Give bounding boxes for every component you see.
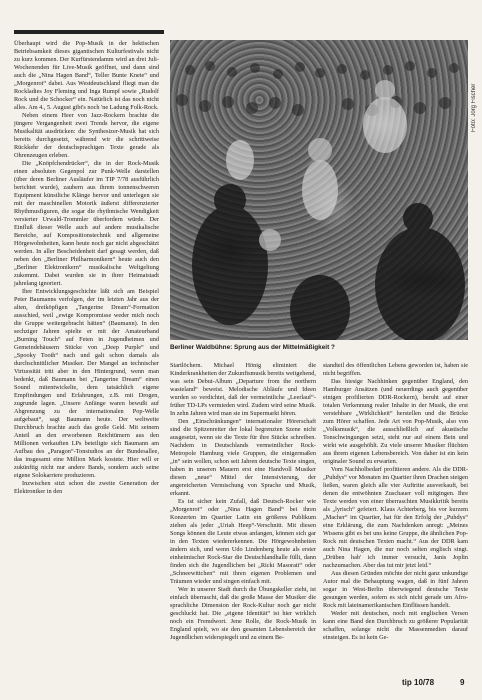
photo-figures <box>170 40 468 340</box>
header-rule <box>14 30 164 34</box>
paragraph: Den „Einschränkungen“ internationaler Hörerschaft sind die Spitzenreiter der lokal begrenzten Szene nicht ausgesetzt, wenn sie die Texte für ihre Stücke schreiben. Nachdem in Deutschlands vermeintlicher Rock-Metropole Hamburg viele Gruppen, die einigermaßen „in“ sein wollen, schon seit Jahren deutsche Texte singen, haben in unseren Mauern erst eine Handvoll Musiker diesen „neue“ Mittel der Intensivierung, der angereicherten Vermischung von Sprache und Musik, erkannt. <box>170 418 316 497</box>
paragraph: Startlöchern. Michael Hönig eliminiert die Kinderkrankheiten der Zukunftsmusik bereits weitgehend, was sein Debut-Album „Departure from the northern wasteland“ beweist. Melodische Abläufe und Ideen wurden so verdichtet, daß der vermeintliche „Leerlauf“-früher TD-LPs vermieden wird. Zudem wird seine Musik. In zehn Jahren wird man sie im Supermarkt hören. <box>170 362 316 417</box>
paragraph: Es ist sicher kein Zufall, daß Deutsch-Rocker wie „Morgenrot“ oder „Nina Hagen Band“ bei ihren Konzerten im Quartier Latin ein größeres Publikum ziehen als jeder „Uriah Heep“-Verschnitt. Mit diesen Songs können die Leute etwas anfangen, können sich gar in den Texten wiedererkennen. Die Hörgewohnheiten ändern sich, und wenn Udo Lindenberg heute als erster einheimischer Rock-Star die Deutschlandhalle füllt, dann finden sich die Jugendlichen bei „Ricki Masorati“ oder „Schneewittchen“ mit ihren eigenen Problemen und Träumen wieder und singen einfach mit. <box>170 498 316 585</box>
paragraph: Vom Nachholbedarf profitieren andere. Als die DDR-„Puhdys“ vor Monaten im Quartier ihren Drachen steigen ließen, waren gleich alle vier Auftritte ausverkauft, bei denen die entwöhnten Zuschauer voll mitgingen. Ihre Texte werden von einer überraschten Musikkritik bereits als „lyrisch“ gefeiert. Klaus Achterberg, bis vor kurzem „Macher“ im Quartier, hat für den Erfolg der „Puhdys“ eine Erklärung, die zum Nachdenken anregt: „Meines Wissens gibt es bei uns keine Gruppe, die ähnlichen Pop-Rock mit deutschen Texten macht.“ Aus der DDR kam auch Nina Hagen, die nur noch selten englisch singt. „Drüben hab' ich immer versucht, Janis Joplin nachzumachen. Aber das tut mir jetzt leid.“ <box>323 466 468 569</box>
paragraph: Aus diesen Gründen möchte der nicht ganz unkundige Autor mal die Behauptung wagen, daß in fünf Jahren sogar in West-Berlin überwiegend deutsche Texte gesungen werden, sofern es sich nicht gerade um Afro-Rock mit lateinamerikanischen Einflüssen handelt. <box>323 570 468 609</box>
paragraph: standteil des öffentlichen Lebens geworden ist, haben sie nicht begriffen. <box>323 362 468 377</box>
concert-crowd-photo <box>170 40 468 340</box>
photo-credit: Foto: Jörg Fischer <box>471 83 477 132</box>
paragraph: Neben einem Heer von Jazz-Rockern brachte die jüngere Vergangenheit zwei Trends hervor, die eigene Musikalität ausdrücken: die Synthesizer-Musik hat sich bereits durchgesetzt, während wir die schrittweise Rückkehr der deutschsprachigen Texte gerade als Ohrenzeugen erleben. <box>14 112 159 159</box>
photo-caption: Berliner Waldbühne: Sprung aus der Mittelmäßigkeit ? <box>170 344 335 351</box>
article-column-2 <box>170 362 316 672</box>
article-column-1 <box>14 40 159 672</box>
article-column-3 <box>323 362 468 672</box>
paragraph: Die „Knöpfchendrücker“, die in der Rock-Musik einen absoluten Gegenpol zur Punk-Welle darstellen (über deren Berliner Ausläufer im TIP 7/78 ausführlich berichtet wurde), zaubern aus ihrem tonnenschweren Equipment künstliche Klänge hervor und unterlegen sie mit der maschinellen Motorik äußerst differenzierter Rhythmusfiguren, die sogar die rhythmische Wendigkeit versierter Urwald-Trommler überfordern würde. Der Einfluß dieser Welle auch auf andere musikalische Bereiche, auf Kompositionstechnik und allgemeine Hörgewohnheiten, kann heute noch gar nicht abgeschätzt werden. In aller Bescheidenheit darf gesagt werden, daß neben den „Berliner Philharmonikern“ heute auch den „Berliner Elektronikern“ musikalische Weltgeltung zukommt. Dabei wurden sie in ihrer Heimatstadt jahrelang ignoriert. <box>14 160 159 287</box>
page-number: 9 <box>460 678 465 687</box>
paragraph: Ihre Entwicklungsgeschichte läßt sich am Beispiel Peter Baumanns verfolgen, der im letzten Jahr aus der alten, dreiköpfigen „Tangerine Dream“-Formation ausschied, weil „ewige Kompromisse weder mich noch die Gruppe weitergebracht hätten“ (Baumann). In den sechziger Jahren spielte er mit der Amateurband „Burning Touch“ auf Feten in Jugendheimen und Gemeindehäusern Stücke von „Deep Purple“ und „Spooky Tooth“ nach und galt schon damals als durchschnittlicher Musiker. Der Mangel an technischer Virtuosität tritt aber in den Hintergrund, wenn man bedenkt, daß Baumann bei „Tangerine Dream“ einen Sound mitentwickelte, dem tatsächlich eigene Empfindungen und Erfahrungen, z.B. mit Drogen, zugrunde lagen. „Unsere Anfänge waren bewußt auf Abgrenzung zu der internationalen Pop-Welle aufgebaut“, sagt Baumann heute. Der weltweite Durchbruch brachte auch das große Geld. Mit seinem Anteil an den erworbenen Reichtümern aus den Millionen verkauften LPs beteiligte sich Baumann am Aufbau des „Paragon“-Tonstudios an der Bundesallee, das insgesamt eine Million Mark kostete. Hier will er zukünftig nicht nur andere Bands, sondern auch seine eigene Solokarriere produzieren. <box>14 288 159 479</box>
paragraph: Überhaupt wird die Pop-Musik in der hektischen Betriebsamkeit dieses gigantischen Kulturfestivals nicht zu kurz kommen. Der Kurfürstendamm wird an drei Juli-Wochenenden für Live-Musik geöffnet, und dann sind auch die „Nina Hagen Band“, Teller Bunte Knete“ und „Morgenrot“ dabei. Aus Westdeutschland fliegt man die Rockladies Joy Fleming und Inga Rumpf sowie „Rudolf Rock und die Schocker“ ein. Natürlich ist das noch nicht alles. Am 4., 5. August gibt's noch 'ne Ladung Folk-Rock. <box>14 40 159 111</box>
paragraph: Weder mit deutschen, noch mit englischen Versen kann eine Band den Durchbruch zu größerer Popularität schaffen, solange nicht die Massenmedien darauf einsteigen. Es ist kein Ge- <box>323 610 468 641</box>
paragraph: Wer in unserer Stadt durch die Übungskeller zieht, ist einfach überrascht, daß die große Masse der Musiker die sprachliche Dimension der Rock-Kultur noch gar nicht geschluckt hat. Die „eigene Identität“ ist hier wirklich noch ein Fremdwort. Jene Rolle, die Rock-Musik in England spielt, wo sie den gesamten Lebensbereich der Jugendlichen widerspiegelt und zu einem Be- <box>170 586 316 641</box>
magazine-issue: tip 10/78 <box>402 678 435 687</box>
paragraph: Das hiesige Nachhinken gegenüber England, den Hamburger Ansätzen (und neuerdings auch gegenüber einigen profilierten DDR-Rockern), beruht auf einer totalen Verkennung realer Inhalte in der Musik, die erst verstehbare „Wirklichkeit“ herstellen und die Brücke zum Hörer schaffen. Jede Art von Pop-Musik, also von „Volksmusik“, die ausschließlich auf akustische Tonschwingungen setzt, steht nur auf einem Bein und wirkt wie ausgehöhlt. Zu viele unserer Musiker flüchten aus ihrem eigenen Lebensbereich. Von daher ist ein kein originaler Sound zu erwarten. <box>323 378 468 465</box>
paragraph: Inzwischen sitzt schon die zweite Generation der Elektroniker in den <box>14 480 159 495</box>
